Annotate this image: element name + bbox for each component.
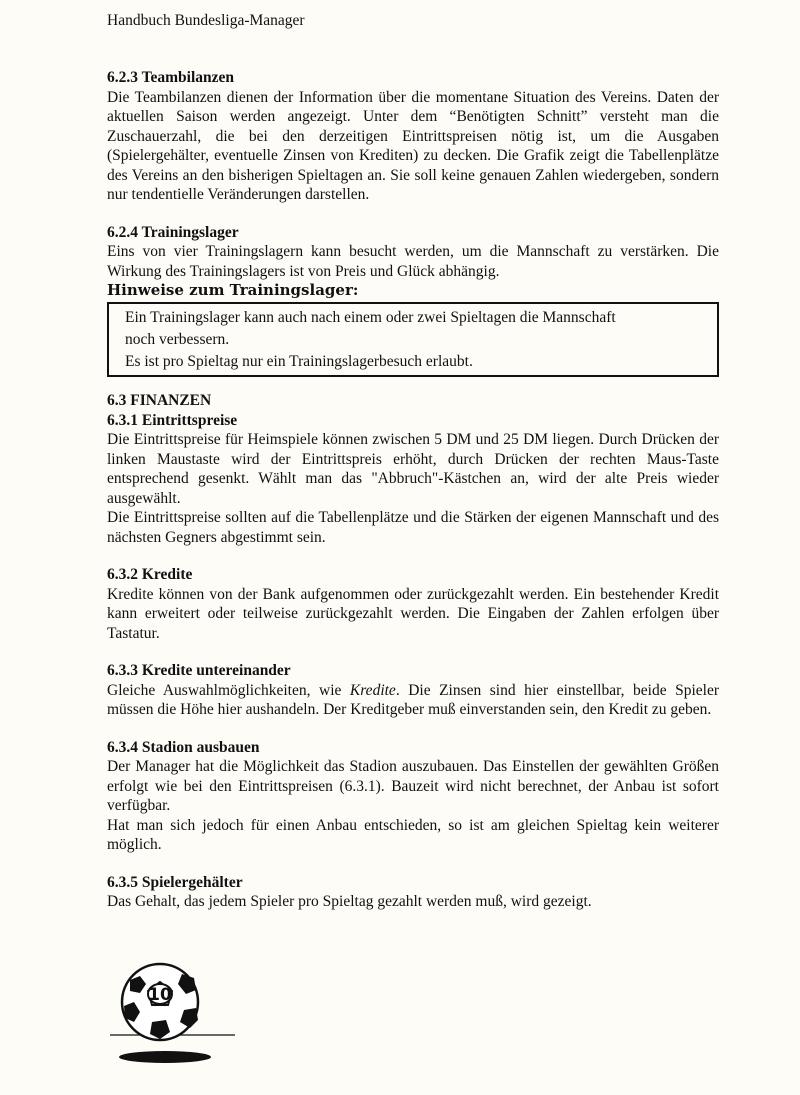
section-heading: 6.3.4 Stadion ausbauen <box>107 738 260 756</box>
chapter-heading: 6.3 FINANZEN <box>107 392 212 409</box>
page-number: 10 <box>148 985 172 1005</box>
soccer-ball-page-number-icon <box>110 960 240 1070</box>
section-stadion <box>107 738 719 855</box>
running-header: Handbuch Bundesliga-Manager <box>107 12 305 29</box>
section-teambilanzen <box>107 68 719 205</box>
note-box <box>107 302 719 377</box>
section-heading: 6.3.3 Kredite untereinander <box>107 662 291 679</box>
text-part: Gleiche Auswahlmöglichkeiten, wie <box>107 681 350 699</box>
section-kredite <box>107 565 719 643</box>
section-text: Das Gehalt, das jedem Spieler pro Spieltag gezahlt werden muß, wird gezeigt. <box>107 893 592 910</box>
manual-page <box>107 12 719 930</box>
section-text: Die Eintrittspreise für Heimspiele können zwischen 5 DM und 25 DM liegen. Durch Drücken der linken Maustaste wird der Eintrittspreis erhöht, durch Drücken der rechten Maus-Taste entsprechend gesenkt. Wählt man das "Abbruch"-Kästchen an, wird der alte Preis wieder ausgewählt. <box>107 431 719 507</box>
section-text: Eins von vier Trainingslagern kann besucht werden, um die Mannschaft zu verstärken. Die Wirkung des Trainingslagers ist von Preis und Glück abhängig. <box>107 243 719 280</box>
section-text: Kredite können von der Bank aufgenommen oder zurückgezahlt werden. Ein bestehender Kredit kann erweitert oder teilweise zurückgezahlt werden. Die Eingaben der Zahlen erfolgen über Tastatur. <box>107 585 719 642</box>
section-heading: 6.3.1 Eintrittspreise <box>107 411 238 429</box>
note-title: Hinweise zum Trainingslager: <box>107 281 359 299</box>
section-text <box>107 681 719 720</box>
note-line: noch verbessern. <box>125 331 230 348</box>
section-heading: 6.2.4 Trainingslager <box>107 223 239 241</box>
section-finanzen <box>107 391 719 547</box>
section-text: Der Manager hat die Möglichkeit das Stadion auszubauen. Das Einstellen der gewählten Größen erfolgt wie bei den Eintrittspreisen (6.3.1). Bauzeit wird nicht berechnet, der Anbau ist sofort verfügbar. <box>107 758 719 814</box>
section-trainingslager <box>107 223 719 378</box>
section-heading: 6.2.3 Teambilanzen <box>107 69 235 86</box>
section-kredite-untereinander <box>107 661 719 720</box>
section-spielergehaelter <box>107 873 719 912</box>
section-heading: 6.3.2 Kredite <box>107 566 193 583</box>
text-part: . Die Zinsen sind hier einstellbar, beide Spieler müssen die Höhe hier aushandeln. Der Kreditgeber muß einverstanden sein, den Kredit zu geben. <box>107 681 719 718</box>
section-text: Hat man sich jedoch für einen Anbau entschieden, so ist am gleichen Spieltag kein weiterer möglich. <box>107 816 719 853</box>
section-text: Die Eintrittspreise sollten auf die Tabellenplätze und die Stärken der eigenen Mannschaft und des nächsten Gegners abgestimmt sein. <box>107 509 719 546</box>
section-text: Die Teambilanzen dienen der Information über die momentane Situation des Vereins. Daten der aktuellen Saison werden angezeigt. Unter dem “Benötigten Schnitt” versteht man die Zuschauerzahl, die bei den derzeitigen Eintrittspreisen nötig ist, um die Ausgaben (Spielergehälter, eventuelle Zinsen von Krediten) zu decken. Die Grafik zeigt die Tabellenplätze des Vereins an den bisherigen Spieltagen an. Sie soll keine genauen Zahlen wiedergeben, sondern nur tendentielle Veränderungen darstellen. <box>107 88 719 203</box>
emphasis-text: Kredite <box>349 681 396 699</box>
section-heading: 6.3.5 Spielergehälter <box>107 873 243 891</box>
note-line: Ein Trainingslager kann auch nach einem oder zwei Spieltagen die Mannschaft <box>125 309 616 326</box>
note-line: Es ist pro Spieltag nur ein Trainingslagerbesuch erlaubt. <box>125 353 473 370</box>
